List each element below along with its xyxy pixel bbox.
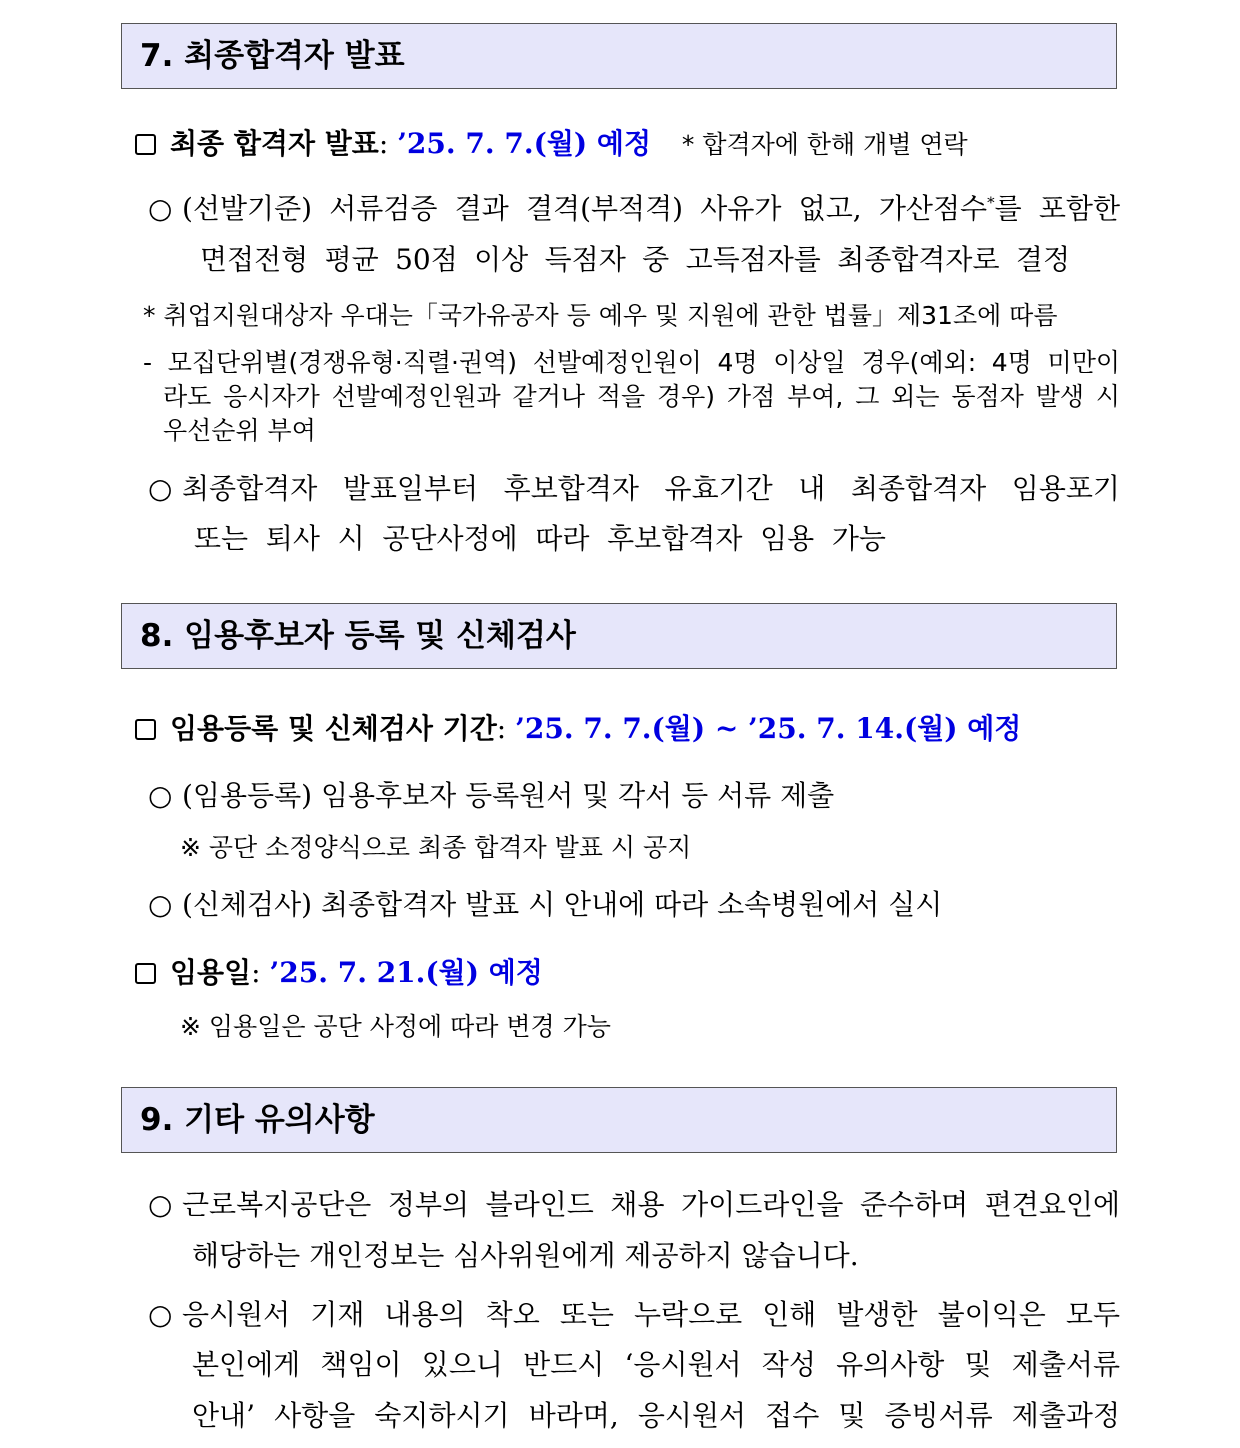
criteria-text-b: 를 포함한 <box>994 192 1121 225</box>
circle-bullet: ○ <box>148 888 173 921</box>
tiebreak-line-1: - 모집단위별(경쟁유형·직렬·권역) 선발예정인원이 4명 이상일 경우(예외: 4명 미만이 <box>143 348 1120 377</box>
blind-hiring-line-2: 해당하는 개인정보는 심사위원에게 제공하지 않습니다. <box>192 1239 859 1272</box>
application-error-line-3: 안내’ 사항을 숙지하시기 바라며, 응시원서 접수 및 증빙서류 제출과정 <box>192 1399 1120 1432</box>
colon: : <box>378 127 389 160</box>
circle-bullet: ○ <box>148 1188 173 1221</box>
colon: : <box>251 956 261 989</box>
registration-note: ※ 공단 소정양식으로 최종 합격자 발표 시 공지 <box>180 833 692 862</box>
section-8-header <box>121 603 1117 669</box>
individual-contact-note: * 합격자에 한해 개별 연락 <box>681 130 968 159</box>
section-8-title: 8. 임용후보자 등록 및 신체검사 <box>140 618 576 654</box>
circle-bullet: ○ <box>148 1298 173 1331</box>
application-error-line-1 <box>148 1293 1120 1333</box>
circle-bullet: ○ <box>148 192 173 225</box>
section-7-header <box>121 23 1117 89</box>
criteria-text-a: (선발기준) 서류검증 결과 결격(부적격) 사유가 없고, 가산점수 <box>182 192 988 225</box>
backup-candidate-line-1 <box>148 467 1120 507</box>
section-9-title: 9. 기타 유의사항 <box>140 1102 375 1138</box>
tiebreak-line-3: 우선순위 부여 <box>163 416 316 445</box>
section-7-title: 7. 최종합격자 발표 <box>140 38 405 74</box>
tiebreak-line-2: 라도 응시자가 선발예정인원과 같거나 적을 경우) 가점 부여, 그 외는 동점자 발생 시 <box>163 382 1120 411</box>
circle-bullet: ○ <box>148 472 173 505</box>
colon: : <box>496 712 507 745</box>
empty-square-icon <box>135 719 156 740</box>
circle-bullet: ○ <box>148 779 173 812</box>
appointment-date-label: 임용일 <box>170 956 252 989</box>
application-error-line-2: 본인에게 책임이 있으니 반드시 ‘응시원서 작성 유의사항 및 제출서류 <box>192 1348 1120 1381</box>
appointment-date-item <box>135 951 543 991</box>
registration-period-label: 임용등록 및 신체검사 기간 <box>170 712 497 745</box>
selection-criteria-line-1 <box>148 187 1120 227</box>
registration-period-date: ’25. 7. 7.(월) ~ ’25. 7. 14.(월) 예정 <box>515 712 1022 745</box>
final-announcement-item <box>135 122 968 162</box>
registration-bullet <box>148 774 834 814</box>
final-announcement-label: 최종 합격자 발표 <box>170 127 379 160</box>
appointment-date-value: ’25. 7. 21.(월) 예정 <box>269 956 543 989</box>
medical-exam-bullet <box>148 883 942 923</box>
registration-period-item <box>135 707 1021 747</box>
empty-square-icon <box>135 134 156 155</box>
veteran-footnote: * 취업지원대상자 우대는「국가유공자 등 예우 및 지원에 관한 법률」제31조에 따름 <box>143 301 1058 330</box>
registration-text: (임용등록) 임용후보자 등록원서 및 각서 등 서류 제출 <box>182 779 835 812</box>
footnote-mark: * <box>987 193 995 212</box>
selection-criteria-line-2: 면접전형 평균 50점 이상 득점자 중 고득점자를 최종합격자로 결정 <box>200 243 1070 276</box>
backup-candidate-line-2: 또는 퇴사 시 공단사정에 따라 후보합격자 임용 가능 <box>194 522 886 555</box>
medical-exam-text: (신체검사) 최종합격자 발표 시 안내에 따라 소속병원에서 실시 <box>182 888 943 921</box>
appointment-date-note: ※ 임용일은 공단 사정에 따라 변경 가능 <box>180 1012 611 1041</box>
empty-square-icon <box>135 963 156 984</box>
application-error-text-1: 응시원서 기재 내용의 착오 또는 누락으로 인해 발생한 불이익은 모두 <box>182 1298 1120 1331</box>
final-announcement-date: ’25. 7. 7.(월) 예정 <box>397 127 651 160</box>
blind-hiring-line-1 <box>148 1183 1120 1223</box>
backup-text-1: 최종합격자 발표일부터 후보합격자 유효기간 내 최종합격자 임용포기 <box>182 472 1120 505</box>
blind-hiring-text-1: 근로복지공단은 정부의 블라인드 채용 가이드라인을 준수하며 편견요인에 <box>182 1188 1120 1221</box>
section-9-header <box>121 1087 1117 1153</box>
